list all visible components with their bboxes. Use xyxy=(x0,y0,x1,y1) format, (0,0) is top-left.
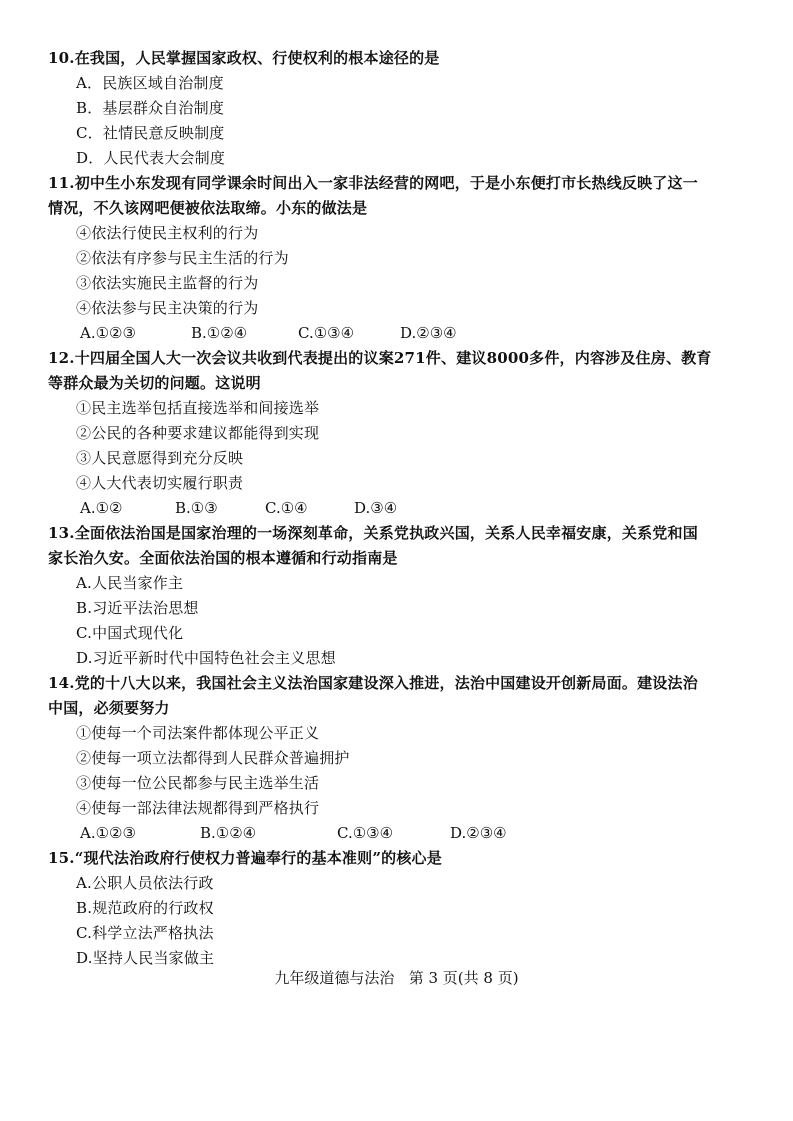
question-12-stem-line-1: 12.十四届全国人大一次会议共收到代表提出的议案271件、建议8000多件，内容涉及住房、教育 xyxy=(48,349,712,367)
question-11-statement-1: ④依法行使民主权利的行为 xyxy=(76,224,259,242)
question-14-choice-c: C.①③④ xyxy=(337,824,394,842)
question-14-stem-line-2: 中国，必须要努力 xyxy=(48,699,170,717)
question-12-choice-b: B.①③ xyxy=(175,499,218,517)
question-12-statement-3: ③人民意愿得到充分反映 xyxy=(76,449,244,467)
question-11-choice-d: D.②③④ xyxy=(400,324,457,342)
question-13-stem-line-1: 13.全面依法治国是国家治理的一场深刻革命，关系党执政兴国，关系人民幸福安康，关系党和国 xyxy=(48,524,698,542)
question-12-choice-a: A.①② xyxy=(80,499,123,517)
question-12-statement-2: ②公民的各种要求建议都能得到实现 xyxy=(76,424,320,442)
question-15-option-b: B.规范政府的行政权 xyxy=(76,899,214,917)
page-footer: 九年级道德与法治 第 3 页(共 8 页) xyxy=(274,969,519,987)
question-11-choice-c: C.①③④ xyxy=(298,324,355,342)
question-14-choice-d: D.②③④ xyxy=(450,824,507,842)
question-11-statement-3: ③依法实施民主监督的行为 xyxy=(76,274,259,292)
question-14-stem-line-1: 14.党的十八大以来，我国社会主义法治国家建设深入推进，法治中国建设开创新局面。建设法治 xyxy=(48,674,698,692)
question-12-stem-line-2: 等群众最为关切的问题。这说明 xyxy=(48,374,261,392)
question-11-choice-b: B.①②④ xyxy=(191,324,248,342)
question-12-choice-c: C.①④ xyxy=(265,499,308,517)
question-14-statement-4: ④使每一部法律法规都得到严格执行 xyxy=(76,799,320,817)
question-15-option-d: D.坚持人民当家做主 xyxy=(76,949,215,967)
question-14-choice-a: A.①②③ xyxy=(80,824,136,842)
question-13-option-c: C.中国式现代化 xyxy=(76,624,184,642)
question-10-option-b: B．基层群众自治制度 xyxy=(76,99,225,117)
question-13-option-a: A.人民当家作主 xyxy=(76,574,184,592)
question-11-statement-4: ④依法参与民主决策的行为 xyxy=(76,299,259,317)
question-15-option-c: C.科学立法严格执法 xyxy=(76,924,214,942)
question-13-option-d: D.习近平新时代中国特色社会主义思想 xyxy=(76,649,336,667)
question-12-choice-d: D.③④ xyxy=(354,499,398,517)
question-10-option-a: A．民族区域自治制度 xyxy=(76,74,224,92)
question-14-statement-2: ②使每一项立法都得到人民群众普遍拥护 xyxy=(76,749,350,767)
question-10-option-c: C．社情民意反映制度 xyxy=(76,124,225,142)
question-14-choice-b: B.①②④ xyxy=(200,824,257,842)
question-10-stem: 10.在我国，人民掌握国家政权、行使权利的根本途径的是 xyxy=(48,49,440,67)
question-11-choice-a: A.①②③ xyxy=(80,324,136,342)
question-11-statement-2: ②依法有序参与民主生活的行为 xyxy=(76,249,289,267)
question-15-option-a: A.公职人员依法行政 xyxy=(76,874,214,892)
question-11-stem-line-2: 情况，不久该网吧便被依法取缔。小东的做法是 xyxy=(48,199,368,217)
question-15-stem: 15.“现代法治政府行使权力普遍奉行的基本准则”的核心是 xyxy=(48,849,442,867)
question-13-option-b: B.习近平法治思想 xyxy=(76,599,199,617)
question-13-stem-line-2: 家长治久安。全面依法治国的根本遵循和行动指南是 xyxy=(48,549,398,567)
question-11-stem-line-1: 11.初中生小东发现有同学课余时间出入一家非法经营的网吧，于是小东便打市长热线反映了这一 xyxy=(48,174,698,192)
question-12-statement-4: ④人大代表切实履行职责 xyxy=(76,474,244,492)
question-14-statement-3: ③使每一位公民都参与民主选举生活 xyxy=(76,774,320,792)
question-10-option-d: D．人民代表大会制度 xyxy=(76,149,226,167)
question-14-statement-1: ①使每一个司法案件都体现公平正义 xyxy=(76,724,320,742)
question-12-statement-1: ①民主选举包括直接选举和间接选举 xyxy=(76,399,320,417)
